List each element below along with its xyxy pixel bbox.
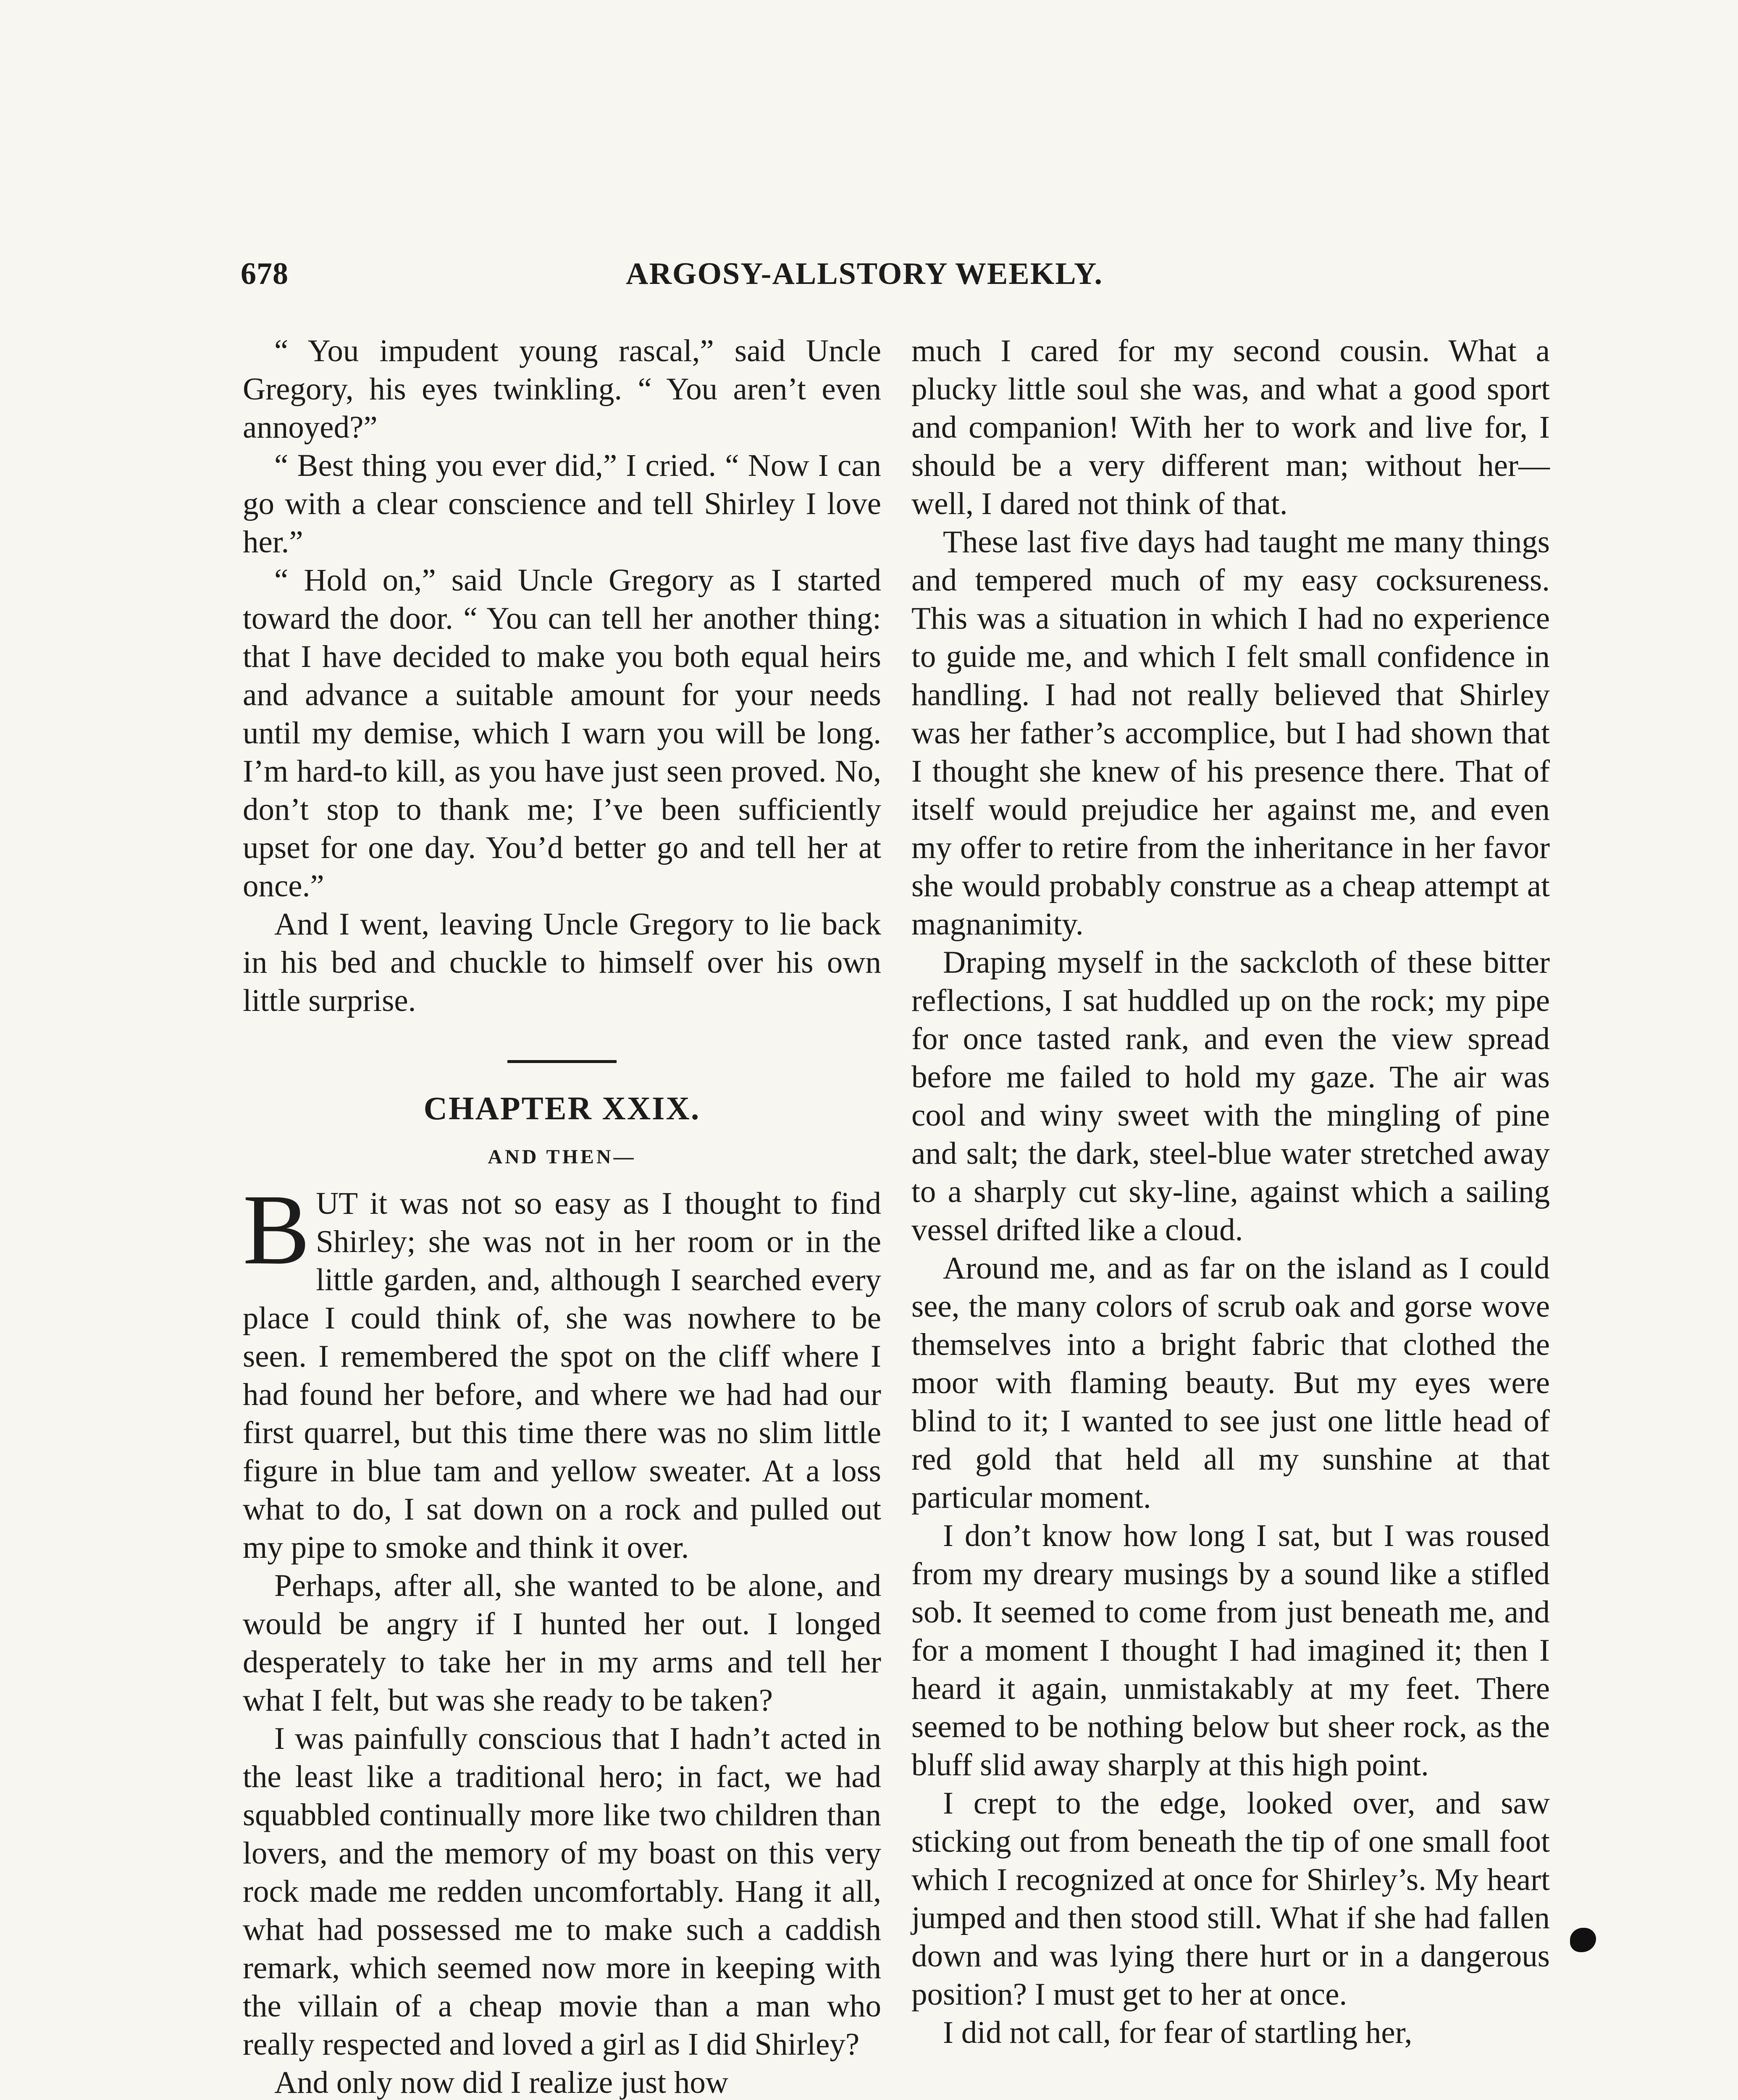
paragraph: Perhaps, after all, she wanted to be alone, and would be angry if I hunted her out. I longed desperately to take her in my arms and tell her what I felt, but was she ready to be taken? <box>243 1568 881 1718</box>
paragraph: much I cared for my second cousin. What a plucky little soul she was, and what a good sport and companion! With her to work and live for, I should be a very different man; without her—well, I dared not think of that. <box>911 333 1550 521</box>
paragraph: I did not call, for fear of startling her, <box>943 2015 1412 2050</box>
right-column <box>911 332 1550 2052</box>
paragraph: “ Hold on,” said Uncle Gregory as I started toward the door. “ You can tell her another thing: that I have decided to make you both equal heirs and advance a suitable amount for your needs until my demise, which I warn you will be long. I’m hard-to kill, as you have just seen proved. No, don’t stop to thank me; I’ve been sufficiently upset for one day. You’d better go and tell her at once.” <box>243 563 881 903</box>
paragraph: And I went, leaving Uncle Gregory to lie back in his bed and chuckle to himself over his own little surprise. <box>243 907 881 1018</box>
paragraph: I don’t know how long I sat, but I was roused from my dreary musings by a sound like a stifled sob. It seemed to come from just beneath me, and for a moment I thought I had imagined it; then I heard it again, unmistakably at my feet. There seemed to be nothing below but sheer rock, as the bluff slid away sharply at this high point. <box>911 1518 1550 1782</box>
section-rule <box>507 1060 617 1063</box>
chapter-subtitle: AND THEN— <box>488 1146 636 1168</box>
chapter-opening-paragraph <box>243 1173 881 1567</box>
paragraph: “ Best thing you ever did,” I cried. “ Now I can go with a clear conscience and tell Shirley I love her.” <box>243 448 881 559</box>
drop-cap: B <box>243 1173 310 1285</box>
paragraph: “ You impudent young rascal,” said Uncle Gregory, his eyes twinkling. “ You aren’t even annoyed?” <box>243 333 881 445</box>
paragraph: And only now did I realize just how <box>274 2065 729 2100</box>
opening-text: UT it was not so easy as I thought to find Shirley; she was not in her room or in the little garden, and, although I searched every place I could think of, she was nowhere to be seen. I remembered the spot on the cliff where I had found her before, and where we had had our first quarrel, but this time there was no slim little figure in blue tam and yellow sweater. At a loss what to do, I sat down on a rock and pulled out my pipe to smoke and think it over. <box>243 1186 881 1565</box>
paragraph: Draping myself in the sackcloth of these bitter reflections, I sat huddled up on the rock; my pipe for once tasted rank, and even the view spread before me failed to hold my gaze. The air was cool and winy sweet with the mingling of pine and salt; the dark, steel-blue water stretched away to a sharply cut sky-line, against which a sailing vessel drifted like a cloud. <box>911 945 1550 1247</box>
ink-blot <box>1570 1928 1596 1952</box>
paragraph: Around me, and as far on the island as I could see, the many colors of scrub oak and gorse wove themselves into a bright fabric that clothed the moor with flaming beauty. But my eyes were blind to it; I wanted to see just one little head of red gold that held all my sunshine at that particular moment. <box>911 1251 1550 1515</box>
paragraph: I was painfully conscious that I hadn’t acted in the least like a traditional hero; in fact, we had squabbled continually more like two children than lovers, and the memory of my boast on this very rock made me redden uncomfortably. Hang it all, what had possessed me to make such a caddish remark, which seemed now more in keeping with the villain of a cheap movie than a man who really respected and loved a girl as I did Shirley? <box>243 1721 881 2062</box>
left-column <box>243 332 881 2100</box>
page-number: 678 <box>241 257 289 291</box>
paragraph: These last five days had taught me many things and tempered much of my easy cocksureness. This was a situation in which I had no experience to guide me, and which I felt small confidence in handling. I had not really believed that Shirley was her father’s accomplice, but I had shown that I thought she knew of his presence there. That of itself would prejudice her against me, and even my offer to retire from the inheritance in her favor she would probably construe as a cheap attempt at magnanimity. <box>911 525 1550 942</box>
running-head: ARGOSY-ALLSTORY WEEKLY. <box>626 257 1103 291</box>
chapter-title: CHAPTER XXIX. <box>423 1090 701 1126</box>
paragraph: I crept to the edge, looked over, and saw sticking out from beneath the tip of one small foot which I recognized at once for Shirley’s. My heart jumped and then stood still. What if she had fallen down and was lying there hurt or in a dangerous position? I must get to her at once. <box>911 1786 1550 2012</box>
